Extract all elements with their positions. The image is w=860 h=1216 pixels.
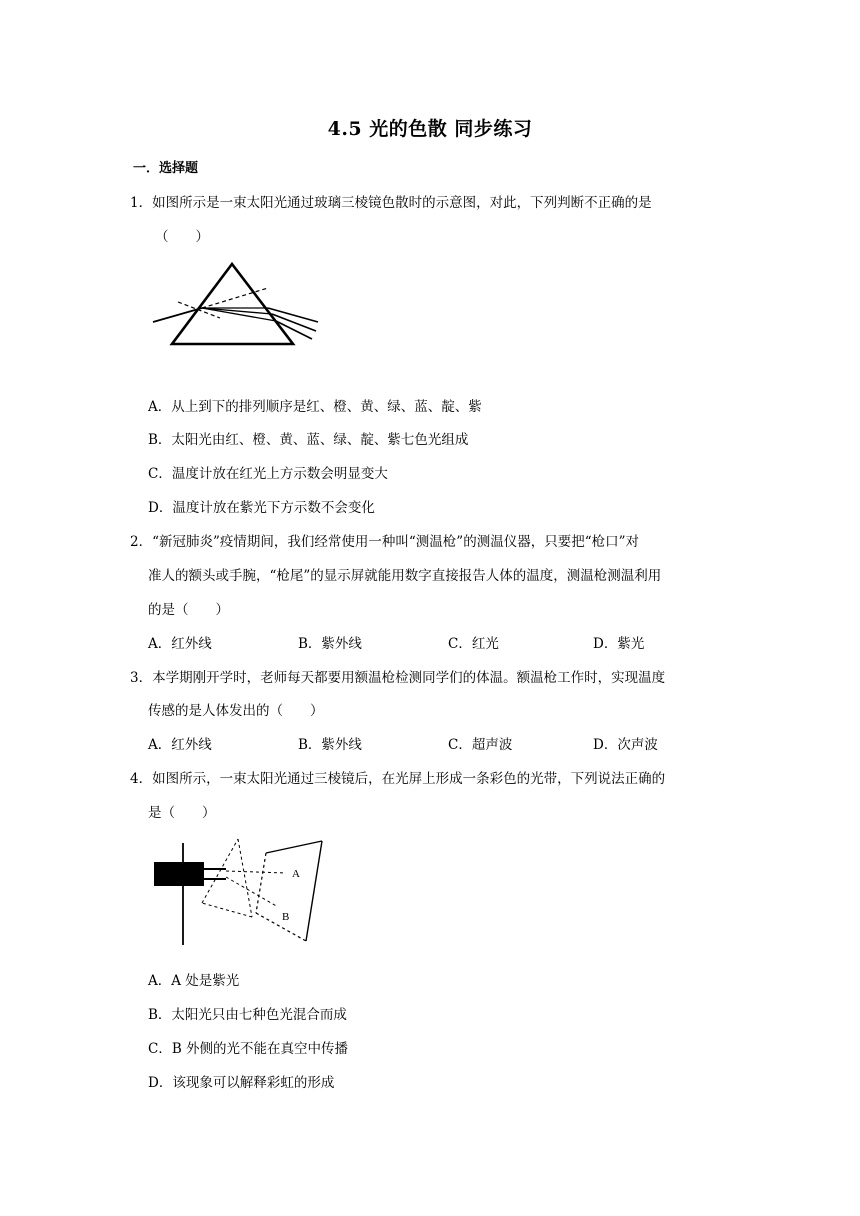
q2-stem-line-2: 准人的额头或手腕，“枪尾”的显示屏就能用数字直接报告人体的温度，测温枪测温利用 — [148, 568, 662, 584]
q3-option-c: C．超声波 — [448, 737, 513, 753]
q2-stem-line-1: 2．“新冠肺炎”疫情期间，我们经常使用一种叫“测温枪”的测温仪器，只要把“枪口”对 — [130, 534, 639, 550]
q1-option-b: B．太阳光由红、橙、黄、蓝、绿、靛、紫七色光组成 — [148, 432, 469, 448]
page-title: 4.5 光的色散 同步练习 — [327, 118, 533, 140]
prism-dispersion-figure — [150, 258, 330, 354]
q1-stem-line-1: 1．如图所示是一束太阳光通过玻璃三棱镜色散时的示意图，对此，下列判断不正确的是 — [130, 195, 652, 211]
q2-option-a: A．红外线 — [148, 636, 212, 652]
q1-option-c: C．温度计放在红光上方示数会明显变大 — [148, 466, 388, 482]
q1-option-d: D．温度计放在紫光下方示数不会变化 — [148, 500, 375, 516]
q2-stem-line-3: 的是（ ） — [148, 602, 229, 618]
q3-option-d: D．次声波 — [593, 737, 658, 753]
q4-stem-line-2: 是（ ） — [148, 805, 216, 821]
q1-stem-line-2: （ ） — [155, 229, 209, 245]
figure-label-a: A — [292, 868, 300, 880]
q3-stem-line-2: 传感的是人体发出的（ ） — [148, 703, 324, 719]
q4-option-a: A．A 处是紫光 — [148, 973, 240, 989]
q4-option-c: C．B 外侧的光不能在真空中传播 — [148, 1041, 349, 1057]
prism-screen-figure — [150, 835, 330, 950]
q3-option-b: B．紫外线 — [298, 737, 362, 753]
q2-option-d: D．紫光 — [593, 636, 645, 652]
q2-option-c: C．红光 — [448, 636, 499, 652]
q1-option-a: A．从上到下的排列顺序是红、橙、黄、绿、蓝、靛、紫 — [148, 399, 482, 415]
q2-option-b: B．紫外线 — [298, 636, 362, 652]
q3-stem-line-1: 3．本学期刚开学时，老师每天都要用额温枪检测同学们的体温。额温枪工作时，实现温度 — [130, 670, 666, 686]
q4-option-b: B．太阳光只由七种色光混合而成 — [148, 1007, 347, 1023]
section-heading: 一．选择题 — [133, 161, 199, 176]
q3-option-a: A．红外线 — [148, 737, 212, 753]
figure-label-b: B — [282, 911, 290, 923]
q4-stem-line-1: 4．如图所示，一束太阳光通过三棱镜后，在光屏上形成一条彩色的光带，下列说法正确的 — [130, 771, 666, 787]
q4-option-d: D．该现象可以解释彩虹的形成 — [148, 1075, 335, 1091]
